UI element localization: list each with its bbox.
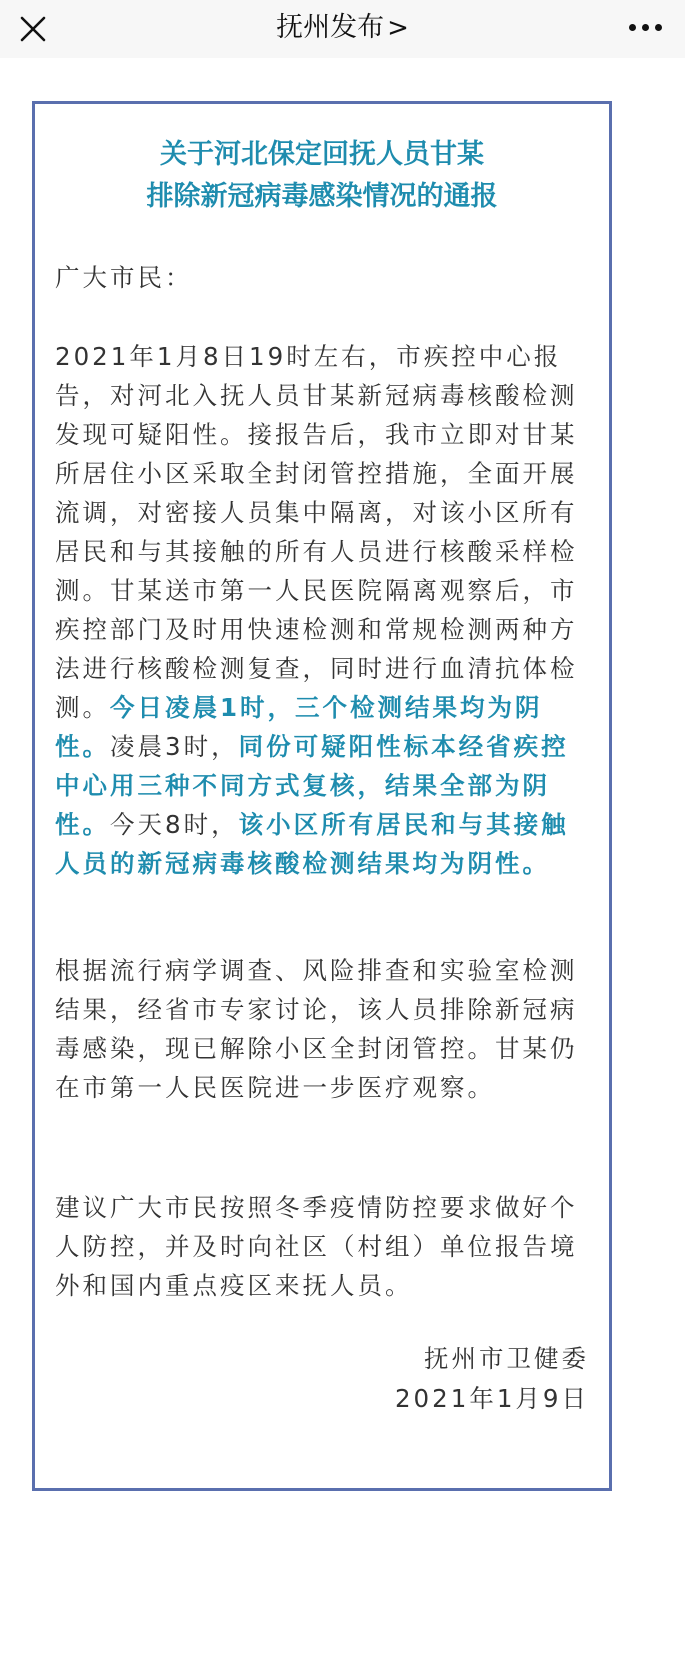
more-button[interactable] <box>629 20 663 34</box>
paragraph-1-text-c: 今天8时， <box>110 810 239 839</box>
chevron-right-icon: > <box>387 13 409 43</box>
top-nav-bar <box>0 0 685 58</box>
paragraph-1-highlight-a: 今日凌晨1时，三个检测结果均为阴性。 <box>55 693 543 761</box>
more-icon-dot <box>655 24 662 31</box>
paragraph-2: 根据流行病学调查、风险排查和实验室检测结果，经省市专家讨论，该人员排除新冠病毒感染，现已解除小区全封闭管控。甘某仍在市第一人民医院进一步医疗观察。 <box>55 956 578 1102</box>
more-icon-dot <box>642 24 649 31</box>
account-title-link[interactable] <box>0 10 685 46</box>
paragraph-1-highlight-c: 该小区所有居民和与其接触人员的新冠病毒核酸检测结果均为阴性。 <box>55 810 569 878</box>
paragraph-1-text-b: 凌晨3时， <box>110 732 239 761</box>
paragraph-1-highlight-b: 同份可疑阳性标本经省疾控中心用三种不同方式复核，结果全部为阴性。 <box>55 732 569 839</box>
signature-organization: 抚州市卫健委 <box>424 1344 589 1373</box>
paragraph-1 <box>55 337 595 883</box>
signature-date: 2021年1月9日 <box>394 1384 589 1413</box>
notice-card <box>32 101 612 1491</box>
account-title: 抚州发布 <box>276 12 385 43</box>
notice-title-line-1: 关于河北保定回抚人员甘某 <box>160 139 484 170</box>
paragraph-3: 建议广大市民按照冬季疫情防控要求做好个人防控，并及时向社区（村组）单位报告境外和国内重点疫区来抚人员。 <box>55 1193 578 1300</box>
notice-title <box>35 134 609 218</box>
notice-title-line-2: 排除新冠病毒感染情况的通报 <box>146 181 498 212</box>
more-icon-dot <box>629 24 636 31</box>
paragraph-1-text-a: 2021年1月8日19时左右，市疾控中心报告，对河北入抚人员甘某新冠病毒核酸检测发现可疑阳性。接报告后，我市立即对甘某所居住小区采取全封闭管控措施，全面开展流调，对密接人员集中隔离，对该小区所有居民和与其接触的所有人员进行核酸采样检测。甘某送市第一人民医院隔离观察后，市疾控部门及时用快速检测和常规检测两种方法进行核酸检测复查，同时进行血清抗体检测。 <box>55 342 578 722</box>
salutation: 广大市民： <box>55 263 193 292</box>
